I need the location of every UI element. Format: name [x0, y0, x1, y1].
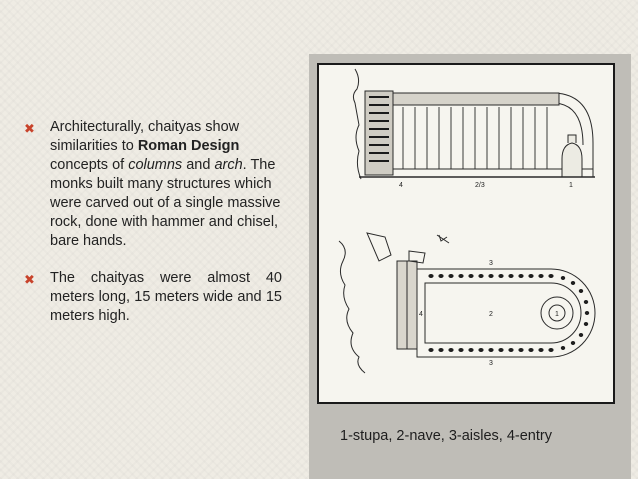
plan-label-stupa: 1: [555, 311, 559, 318]
chaitya-section-and-plan: [319, 65, 613, 402]
section-label-stupa: 1: [569, 182, 573, 189]
plan-label-nave: 2: [489, 311, 493, 318]
plan-outline: [417, 269, 595, 357]
plan-label-aisle-top: 3: [489, 260, 493, 267]
bullet-text: The chaityas were almost 40 meters long, 15 meters wide and 15 meters high.: [50, 270, 282, 324]
plan-label-aisle-bottom: 3: [489, 360, 493, 367]
bullet-item: [24, 118, 282, 251]
plan-rock-outline: [339, 241, 365, 373]
emphasis-roman-design: Roman Design: [137, 138, 240, 154]
figure-caption: 1-stupa, 2-nave, 3-aisles, 4-entry: [340, 428, 552, 444]
bullet-item: [24, 269, 282, 326]
emphasis-columns: columns: [128, 157, 183, 173]
rock-outline: [353, 69, 361, 179]
nave-columns: [403, 107, 547, 169]
emphasis-arch: arch: [214, 157, 243, 173]
bullet-text: Architecturally, chaityas show similarities to Roman Design concepts of columns and arch. The monks built many structures which were carved out of a single massive rock, done with hammer and chisel, bare hands.: [50, 119, 281, 249]
section-label-nave: 2/3: [475, 182, 485, 189]
section-label-entry: 4: [399, 182, 403, 189]
entry-facade: [365, 91, 393, 175]
x-mark-icon: ✖: [24, 272, 35, 287]
ceiling-ribs: [393, 93, 559, 105]
bullet-list: [24, 118, 282, 344]
chaitya-drawing: [317, 63, 615, 404]
plan-label-entry: 4: [419, 311, 423, 318]
x-mark-icon: ✖: [24, 121, 35, 136]
section-stupa: [562, 135, 582, 177]
